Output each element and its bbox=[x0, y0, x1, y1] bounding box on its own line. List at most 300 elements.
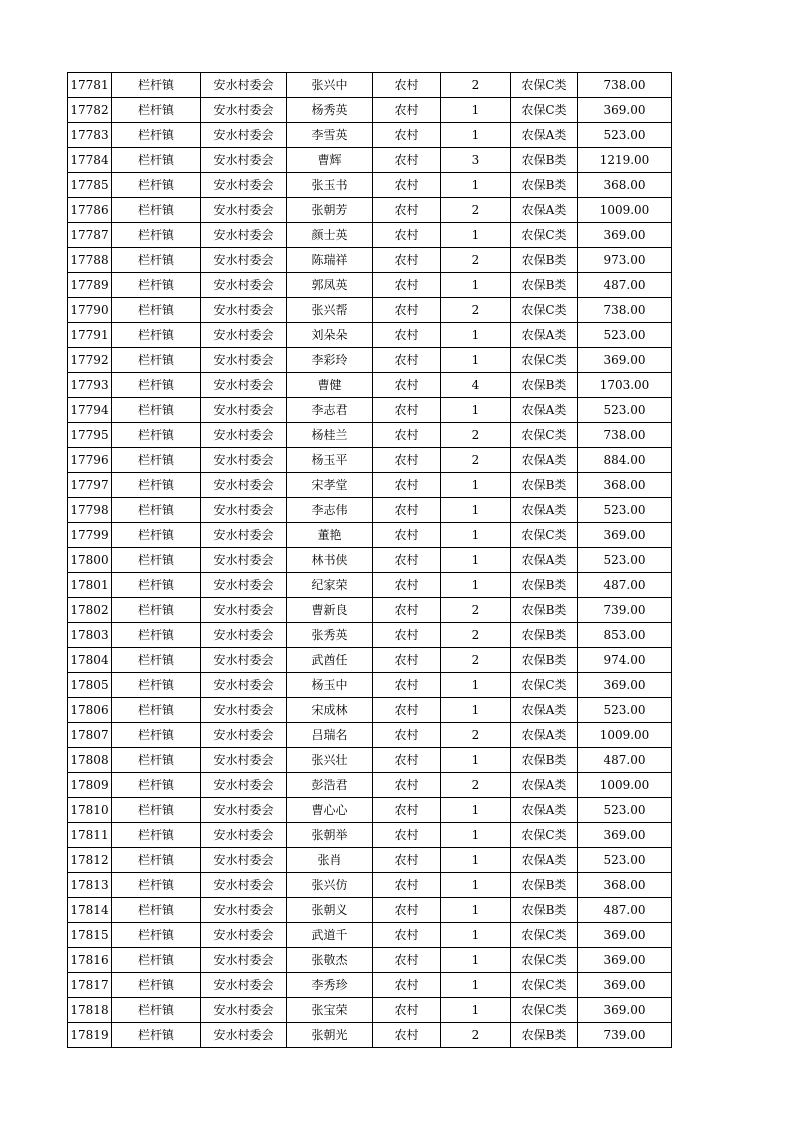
area-type-cell: 农村 bbox=[373, 498, 441, 523]
record-id-cell: 17818 bbox=[68, 998, 112, 1023]
household-count-cell: 2 bbox=[441, 723, 511, 748]
insurance-class-cell: 农保B类 bbox=[511, 598, 578, 623]
amount-cell: 884.00 bbox=[578, 448, 672, 473]
village-committee-cell: 安水村委会 bbox=[201, 423, 287, 448]
village-committee-cell: 安水村委会 bbox=[201, 898, 287, 923]
table-row bbox=[68, 823, 672, 848]
table-row bbox=[68, 598, 672, 623]
name-cell: 陈瑞祥 bbox=[287, 248, 373, 273]
record-id-cell: 17788 bbox=[68, 248, 112, 273]
area-type-cell: 农村 bbox=[373, 298, 441, 323]
town-cell: 栏杆镇 bbox=[112, 673, 201, 698]
household-count-cell: 1 bbox=[441, 973, 511, 998]
town-cell: 栏杆镇 bbox=[112, 998, 201, 1023]
town-cell: 栏杆镇 bbox=[112, 798, 201, 823]
area-type-cell: 农村 bbox=[373, 323, 441, 348]
town-cell: 栏杆镇 bbox=[112, 298, 201, 323]
table-row bbox=[68, 373, 672, 398]
area-type-cell: 农村 bbox=[373, 998, 441, 1023]
table-row bbox=[68, 748, 672, 773]
name-cell: 张宝荣 bbox=[287, 998, 373, 1023]
record-id-cell: 17791 bbox=[68, 323, 112, 348]
area-type-cell: 农村 bbox=[373, 623, 441, 648]
area-type-cell: 农村 bbox=[373, 723, 441, 748]
household-count-cell: 2 bbox=[441, 423, 511, 448]
table-row bbox=[68, 423, 672, 448]
amount-cell: 369.00 bbox=[578, 923, 672, 948]
record-id-cell: 17807 bbox=[68, 723, 112, 748]
name-cell: 张朝芳 bbox=[287, 198, 373, 223]
household-count-cell: 1 bbox=[441, 273, 511, 298]
insurance-class-cell: 农保A类 bbox=[511, 323, 578, 348]
amount-cell: 368.00 bbox=[578, 873, 672, 898]
town-cell: 栏杆镇 bbox=[112, 598, 201, 623]
area-type-cell: 农村 bbox=[373, 548, 441, 573]
name-cell: 曹心心 bbox=[287, 798, 373, 823]
amount-cell: 1009.00 bbox=[578, 723, 672, 748]
record-id-cell: 17803 bbox=[68, 623, 112, 648]
town-cell: 栏杆镇 bbox=[112, 498, 201, 523]
area-type-cell: 农村 bbox=[373, 648, 441, 673]
area-type-cell: 农村 bbox=[373, 448, 441, 473]
area-type-cell: 农村 bbox=[373, 573, 441, 598]
town-cell: 栏杆镇 bbox=[112, 948, 201, 973]
area-type-cell: 农村 bbox=[373, 248, 441, 273]
area-type-cell: 农村 bbox=[373, 98, 441, 123]
town-cell: 栏杆镇 bbox=[112, 473, 201, 498]
record-id-cell: 17802 bbox=[68, 598, 112, 623]
village-committee-cell: 安水村委会 bbox=[201, 598, 287, 623]
amount-cell: 1009.00 bbox=[578, 198, 672, 223]
name-cell: 杨玉平 bbox=[287, 448, 373, 473]
household-count-cell: 1 bbox=[441, 923, 511, 948]
village-committee-cell: 安水村委会 bbox=[201, 73, 287, 98]
town-cell: 栏杆镇 bbox=[112, 848, 201, 873]
area-type-cell: 农村 bbox=[373, 1023, 441, 1048]
record-id-cell: 17789 bbox=[68, 273, 112, 298]
village-committee-cell: 安水村委会 bbox=[201, 698, 287, 723]
insurance-class-cell: 农保C类 bbox=[511, 973, 578, 998]
amount-cell: 739.00 bbox=[578, 1023, 672, 1048]
village-committee-cell: 安水村委会 bbox=[201, 348, 287, 373]
insurance-class-cell: 农保B类 bbox=[511, 373, 578, 398]
record-id-cell: 17804 bbox=[68, 648, 112, 673]
area-type-cell: 农村 bbox=[373, 673, 441, 698]
village-committee-cell: 安水村委会 bbox=[201, 248, 287, 273]
table-row bbox=[68, 898, 672, 923]
town-cell: 栏杆镇 bbox=[112, 148, 201, 173]
table-row bbox=[68, 448, 672, 473]
name-cell: 李秀珍 bbox=[287, 973, 373, 998]
insurance-class-cell: 农保A类 bbox=[511, 448, 578, 473]
table-row bbox=[68, 198, 672, 223]
village-committee-cell: 安水村委会 bbox=[201, 373, 287, 398]
household-count-cell: 1 bbox=[441, 998, 511, 1023]
village-committee-cell: 安水村委会 bbox=[201, 198, 287, 223]
record-id-cell: 17790 bbox=[68, 298, 112, 323]
household-count-cell: 2 bbox=[441, 1023, 511, 1048]
household-count-cell: 4 bbox=[441, 373, 511, 398]
area-type-cell: 农村 bbox=[373, 173, 441, 198]
town-cell: 栏杆镇 bbox=[112, 73, 201, 98]
name-cell: 宋成林 bbox=[287, 698, 373, 723]
insurance-class-cell: 农保B类 bbox=[511, 248, 578, 273]
amount-cell: 738.00 bbox=[578, 423, 672, 448]
table-row bbox=[68, 323, 672, 348]
insurance-class-cell: 农保B类 bbox=[511, 898, 578, 923]
amount-cell: 369.00 bbox=[578, 973, 672, 998]
insurance-class-cell: 农保B类 bbox=[511, 573, 578, 598]
household-count-cell: 2 bbox=[441, 773, 511, 798]
table-row bbox=[68, 223, 672, 248]
insurance-class-cell: 农保A类 bbox=[511, 773, 578, 798]
amount-cell: 487.00 bbox=[578, 748, 672, 773]
household-count-cell: 1 bbox=[441, 873, 511, 898]
area-type-cell: 农村 bbox=[373, 223, 441, 248]
village-committee-cell: 安水村委会 bbox=[201, 998, 287, 1023]
household-count-cell: 1 bbox=[441, 173, 511, 198]
insurance-class-cell: 农保A类 bbox=[511, 498, 578, 523]
town-cell: 栏杆镇 bbox=[112, 973, 201, 998]
table-row bbox=[68, 173, 672, 198]
insurance-class-cell: 农保B类 bbox=[511, 173, 578, 198]
household-count-cell: 2 bbox=[441, 298, 511, 323]
village-committee-cell: 安水村委会 bbox=[201, 123, 287, 148]
town-cell: 栏杆镇 bbox=[112, 98, 201, 123]
amount-cell: 369.00 bbox=[578, 998, 672, 1023]
village-committee-cell: 安水村委会 bbox=[201, 473, 287, 498]
record-id-cell: 17801 bbox=[68, 573, 112, 598]
household-count-cell: 1 bbox=[441, 323, 511, 348]
insurance-class-cell: 农保A类 bbox=[511, 548, 578, 573]
village-committee-cell: 安水村委会 bbox=[201, 798, 287, 823]
name-cell: 张肖 bbox=[287, 848, 373, 873]
record-id-cell: 17796 bbox=[68, 448, 112, 473]
table-row bbox=[68, 973, 672, 998]
insurance-class-cell: 农保B类 bbox=[511, 748, 578, 773]
name-cell: 李雪英 bbox=[287, 123, 373, 148]
record-id-cell: 17810 bbox=[68, 798, 112, 823]
table-row bbox=[68, 348, 672, 373]
town-cell: 栏杆镇 bbox=[112, 248, 201, 273]
record-id-cell: 17793 bbox=[68, 373, 112, 398]
village-committee-cell: 安水村委会 bbox=[201, 848, 287, 873]
town-cell: 栏杆镇 bbox=[112, 323, 201, 348]
town-cell: 栏杆镇 bbox=[112, 723, 201, 748]
insurance-class-cell: 农保A类 bbox=[511, 798, 578, 823]
amount-cell: 974.00 bbox=[578, 648, 672, 673]
table-row bbox=[68, 848, 672, 873]
amount-cell: 853.00 bbox=[578, 623, 672, 648]
table-row bbox=[68, 673, 672, 698]
table-row bbox=[68, 923, 672, 948]
area-type-cell: 农村 bbox=[373, 798, 441, 823]
town-cell: 栏杆镇 bbox=[112, 1023, 201, 1048]
table-row bbox=[68, 298, 672, 323]
amount-cell: 1219.00 bbox=[578, 148, 672, 173]
name-cell: 张秀英 bbox=[287, 623, 373, 648]
town-cell: 栏杆镇 bbox=[112, 573, 201, 598]
table-row bbox=[68, 248, 672, 273]
household-count-cell: 2 bbox=[441, 73, 511, 98]
household-count-cell: 1 bbox=[441, 948, 511, 973]
village-committee-cell: 安水村委会 bbox=[201, 623, 287, 648]
area-type-cell: 农村 bbox=[373, 123, 441, 148]
household-count-cell: 2 bbox=[441, 198, 511, 223]
amount-cell: 369.00 bbox=[578, 523, 672, 548]
name-cell: 张兴仿 bbox=[287, 873, 373, 898]
record-id-cell: 17799 bbox=[68, 523, 112, 548]
amount-cell: 523.00 bbox=[578, 548, 672, 573]
amount-cell: 523.00 bbox=[578, 323, 672, 348]
record-id-cell: 17781 bbox=[68, 73, 112, 98]
name-cell: 张朝光 bbox=[287, 1023, 373, 1048]
name-cell: 杨秀英 bbox=[287, 98, 373, 123]
record-id-cell: 17787 bbox=[68, 223, 112, 248]
table-row bbox=[68, 73, 672, 98]
name-cell: 李彩玲 bbox=[287, 348, 373, 373]
household-count-cell: 1 bbox=[441, 898, 511, 923]
village-committee-cell: 安水村委会 bbox=[201, 398, 287, 423]
data-table bbox=[67, 72, 672, 1048]
record-id-cell: 17782 bbox=[68, 98, 112, 123]
record-id-cell: 17815 bbox=[68, 923, 112, 948]
household-count-cell: 1 bbox=[441, 123, 511, 148]
amount-cell: 523.00 bbox=[578, 698, 672, 723]
village-committee-cell: 安水村委会 bbox=[201, 323, 287, 348]
record-id-cell: 17784 bbox=[68, 148, 112, 173]
area-type-cell: 农村 bbox=[373, 923, 441, 948]
name-cell: 郭凤英 bbox=[287, 273, 373, 298]
village-committee-cell: 安水村委会 bbox=[201, 173, 287, 198]
insurance-class-cell: 农保A类 bbox=[511, 398, 578, 423]
town-cell: 栏杆镇 bbox=[112, 198, 201, 223]
table-row bbox=[68, 273, 672, 298]
record-id-cell: 17812 bbox=[68, 848, 112, 873]
town-cell: 栏杆镇 bbox=[112, 348, 201, 373]
name-cell: 李志君 bbox=[287, 398, 373, 423]
name-cell: 张兴中 bbox=[287, 73, 373, 98]
town-cell: 栏杆镇 bbox=[112, 648, 201, 673]
household-count-cell: 1 bbox=[441, 223, 511, 248]
name-cell: 武道千 bbox=[287, 923, 373, 948]
insurance-class-cell: 农保A类 bbox=[511, 198, 578, 223]
name-cell: 颜士英 bbox=[287, 223, 373, 248]
name-cell: 张兴帮 bbox=[287, 298, 373, 323]
household-count-cell: 3 bbox=[441, 148, 511, 173]
insurance-class-cell: 农保C类 bbox=[511, 223, 578, 248]
area-type-cell: 农村 bbox=[373, 948, 441, 973]
village-committee-cell: 安水村委会 bbox=[201, 773, 287, 798]
area-type-cell: 农村 bbox=[373, 773, 441, 798]
record-id-cell: 17813 bbox=[68, 873, 112, 898]
household-count-cell: 1 bbox=[441, 498, 511, 523]
household-count-cell: 1 bbox=[441, 573, 511, 598]
name-cell: 彭浩君 bbox=[287, 773, 373, 798]
village-committee-cell: 安水村委会 bbox=[201, 923, 287, 948]
insurance-class-cell: 农保B类 bbox=[511, 148, 578, 173]
insurance-class-cell: 农保C类 bbox=[511, 298, 578, 323]
insurance-class-cell: 农保C类 bbox=[511, 998, 578, 1023]
table-row bbox=[68, 998, 672, 1023]
name-cell: 张兴壮 bbox=[287, 748, 373, 773]
household-count-cell: 1 bbox=[441, 398, 511, 423]
record-id-cell: 17783 bbox=[68, 123, 112, 148]
table-row bbox=[68, 798, 672, 823]
amount-cell: 1703.00 bbox=[578, 373, 672, 398]
town-cell: 栏杆镇 bbox=[112, 173, 201, 198]
town-cell: 栏杆镇 bbox=[112, 423, 201, 448]
town-cell: 栏杆镇 bbox=[112, 923, 201, 948]
name-cell: 杨玉中 bbox=[287, 673, 373, 698]
town-cell: 栏杆镇 bbox=[112, 398, 201, 423]
name-cell: 刘朵朵 bbox=[287, 323, 373, 348]
record-id-cell: 17798 bbox=[68, 498, 112, 523]
table-row bbox=[68, 398, 672, 423]
insurance-class-cell: 农保A类 bbox=[511, 698, 578, 723]
village-committee-cell: 安水村委会 bbox=[201, 573, 287, 598]
record-id-cell: 17785 bbox=[68, 173, 112, 198]
insurance-class-cell: 农保C类 bbox=[511, 523, 578, 548]
area-type-cell: 农村 bbox=[373, 848, 441, 873]
village-committee-cell: 安水村委会 bbox=[201, 448, 287, 473]
table-row bbox=[68, 698, 672, 723]
record-id-cell: 17797 bbox=[68, 473, 112, 498]
insurance-class-cell: 农保B类 bbox=[511, 873, 578, 898]
household-count-cell: 2 bbox=[441, 648, 511, 673]
area-type-cell: 农村 bbox=[373, 73, 441, 98]
amount-cell: 368.00 bbox=[578, 473, 672, 498]
table-row bbox=[68, 1023, 672, 1048]
insurance-class-cell: 农保A类 bbox=[511, 848, 578, 873]
household-count-cell: 1 bbox=[441, 348, 511, 373]
village-committee-cell: 安水村委会 bbox=[201, 548, 287, 573]
area-type-cell: 农村 bbox=[373, 473, 441, 498]
household-count-cell: 1 bbox=[441, 848, 511, 873]
insurance-class-cell: 农保C类 bbox=[511, 673, 578, 698]
record-id-cell: 17814 bbox=[68, 898, 112, 923]
area-type-cell: 农村 bbox=[373, 348, 441, 373]
table-row bbox=[68, 723, 672, 748]
area-type-cell: 农村 bbox=[373, 523, 441, 548]
household-count-cell: 1 bbox=[441, 798, 511, 823]
table-row bbox=[68, 123, 672, 148]
table-body bbox=[68, 73, 672, 1048]
record-id-cell: 17808 bbox=[68, 748, 112, 773]
town-cell: 栏杆镇 bbox=[112, 823, 201, 848]
village-committee-cell: 安水村委会 bbox=[201, 873, 287, 898]
village-committee-cell: 安水村委会 bbox=[201, 223, 287, 248]
record-id-cell: 17817 bbox=[68, 973, 112, 998]
insurance-class-cell: 农保C类 bbox=[511, 948, 578, 973]
amount-cell: 487.00 bbox=[578, 273, 672, 298]
area-type-cell: 农村 bbox=[373, 373, 441, 398]
table-row bbox=[68, 148, 672, 173]
town-cell: 栏杆镇 bbox=[112, 748, 201, 773]
village-committee-cell: 安水村委会 bbox=[201, 498, 287, 523]
household-count-cell: 2 bbox=[441, 598, 511, 623]
record-id-cell: 17786 bbox=[68, 198, 112, 223]
village-committee-cell: 安水村委会 bbox=[201, 98, 287, 123]
insurance-class-cell: 农保A类 bbox=[511, 123, 578, 148]
area-type-cell: 农村 bbox=[373, 823, 441, 848]
amount-cell: 523.00 bbox=[578, 798, 672, 823]
town-cell: 栏杆镇 bbox=[112, 548, 201, 573]
household-count-cell: 1 bbox=[441, 748, 511, 773]
name-cell: 张朝义 bbox=[287, 898, 373, 923]
record-id-cell: 17811 bbox=[68, 823, 112, 848]
data-table-container bbox=[67, 72, 672, 1048]
amount-cell: 738.00 bbox=[578, 298, 672, 323]
name-cell: 曹新良 bbox=[287, 598, 373, 623]
name-cell: 武酋任 bbox=[287, 648, 373, 673]
name-cell: 宋孝堂 bbox=[287, 473, 373, 498]
record-id-cell: 17792 bbox=[68, 348, 112, 373]
table-row bbox=[68, 948, 672, 973]
record-id-cell: 17819 bbox=[68, 1023, 112, 1048]
amount-cell: 487.00 bbox=[578, 898, 672, 923]
town-cell: 栏杆镇 bbox=[112, 623, 201, 648]
table-row bbox=[68, 873, 672, 898]
table-row bbox=[68, 473, 672, 498]
amount-cell: 523.00 bbox=[578, 398, 672, 423]
amount-cell: 973.00 bbox=[578, 248, 672, 273]
area-type-cell: 农村 bbox=[373, 398, 441, 423]
village-committee-cell: 安水村委会 bbox=[201, 748, 287, 773]
town-cell: 栏杆镇 bbox=[112, 698, 201, 723]
insurance-class-cell: 农保B类 bbox=[511, 1023, 578, 1048]
household-count-cell: 2 bbox=[441, 248, 511, 273]
village-committee-cell: 安水村委会 bbox=[201, 673, 287, 698]
name-cell: 吕瑞名 bbox=[287, 723, 373, 748]
insurance-class-cell: 农保C类 bbox=[511, 823, 578, 848]
amount-cell: 1009.00 bbox=[578, 773, 672, 798]
amount-cell: 369.00 bbox=[578, 823, 672, 848]
village-committee-cell: 安水村委会 bbox=[201, 273, 287, 298]
area-type-cell: 农村 bbox=[373, 198, 441, 223]
area-type-cell: 农村 bbox=[373, 973, 441, 998]
town-cell: 栏杆镇 bbox=[112, 898, 201, 923]
area-type-cell: 农村 bbox=[373, 148, 441, 173]
household-count-cell: 1 bbox=[441, 98, 511, 123]
household-count-cell: 2 bbox=[441, 448, 511, 473]
village-committee-cell: 安水村委会 bbox=[201, 648, 287, 673]
village-committee-cell: 安水村委会 bbox=[201, 1023, 287, 1048]
area-type-cell: 农村 bbox=[373, 273, 441, 298]
area-type-cell: 农村 bbox=[373, 598, 441, 623]
household-count-cell: 1 bbox=[441, 698, 511, 723]
record-id-cell: 17800 bbox=[68, 548, 112, 573]
household-count-cell: 1 bbox=[441, 673, 511, 698]
table-row bbox=[68, 648, 672, 673]
area-type-cell: 农村 bbox=[373, 748, 441, 773]
town-cell: 栏杆镇 bbox=[112, 373, 201, 398]
household-count-cell: 2 bbox=[441, 623, 511, 648]
name-cell: 林书侠 bbox=[287, 548, 373, 573]
area-type-cell: 农村 bbox=[373, 423, 441, 448]
insurance-class-cell: 农保C类 bbox=[511, 73, 578, 98]
name-cell: 曹健 bbox=[287, 373, 373, 398]
name-cell: 曹辉 bbox=[287, 148, 373, 173]
table-row bbox=[68, 523, 672, 548]
amount-cell: 369.00 bbox=[578, 948, 672, 973]
insurance-class-cell: 农保C类 bbox=[511, 423, 578, 448]
insurance-class-cell: 农保B类 bbox=[511, 273, 578, 298]
insurance-class-cell: 农保A类 bbox=[511, 723, 578, 748]
insurance-class-cell: 农保C类 bbox=[511, 348, 578, 373]
town-cell: 栏杆镇 bbox=[112, 223, 201, 248]
town-cell: 栏杆镇 bbox=[112, 873, 201, 898]
